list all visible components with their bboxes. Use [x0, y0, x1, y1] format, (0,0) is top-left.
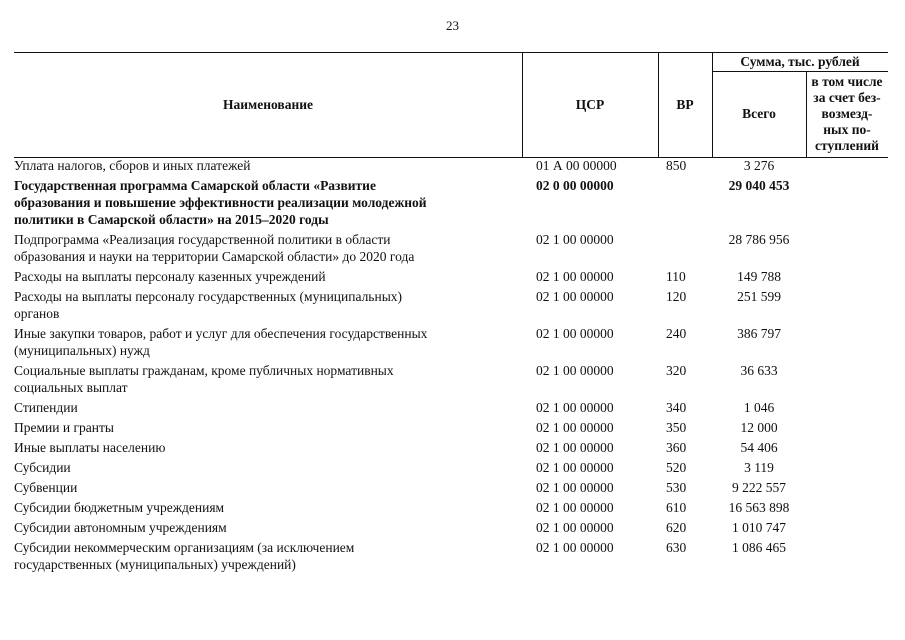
header-sum-free-line: ных по-: [823, 122, 871, 137]
row-name-line: Стипендии: [14, 400, 78, 415]
row-total: 1 046: [743, 400, 775, 415]
row-name-line: Иные выплаты населению: [14, 440, 166, 455]
table-row: [14, 439, 888, 459]
row-name-line: Субсидии некоммерческим организациям (за исключением: [14, 540, 355, 555]
row-name: [14, 479, 514, 496]
row-name-line: Расходы на выплаты персоналу казенных учреждений: [14, 269, 326, 284]
row-name: [14, 288, 514, 322]
row-vr: 120: [666, 289, 687, 304]
header-sum-free: [806, 71, 888, 157]
row-name-line: государственных (муниципальных) учреждений): [14, 557, 296, 572]
row-name-line: Субсидии: [14, 460, 71, 475]
table-row: [14, 479, 888, 499]
row-name-line: образования и науки на территории Самарской области» до 2020 года: [14, 249, 415, 264]
row-total: 16 563 898: [728, 500, 790, 515]
row-name: [14, 177, 514, 228]
row-total: 386 797: [737, 326, 781, 341]
header-sum-free-line: возмезд-: [821, 106, 873, 121]
header-sum-free-line: в том числе: [811, 74, 883, 89]
row-vr: 350: [666, 420, 687, 435]
row-csr: 02 1 00 00000: [536, 480, 614, 495]
row-name-line: Государственная программа Самарской области «Развитие: [14, 178, 376, 193]
row-csr: 02 1 00 00000: [536, 500, 614, 515]
header-name: Наименование: [14, 53, 523, 157]
table-row: [14, 519, 888, 539]
row-name-line: Премии и гранты: [14, 420, 114, 435]
row-total: 3 276: [743, 158, 775, 173]
row-total: 1 086 465: [732, 540, 786, 555]
row-csr: 02 1 00 00000: [536, 520, 614, 535]
page-number: 23: [446, 18, 459, 33]
row-vr: 620: [666, 520, 687, 535]
table-row: [14, 157, 888, 177]
row-total: 1 010 747: [732, 520, 786, 535]
row-csr: 02 1 00 00000: [536, 289, 614, 304]
row-vr: 630: [666, 540, 687, 555]
row-vr: 360: [666, 440, 687, 455]
row-name: [14, 459, 514, 476]
table-row: [14, 459, 888, 479]
row-name-line: Иные закупки товаров, работ и услуг для обеспечения государственных: [14, 326, 428, 341]
row-name: [14, 231, 514, 265]
table-row: [14, 325, 888, 362]
header-sum-title: Сумма, тыс. рублей: [712, 53, 888, 72]
row-vr: 320: [666, 363, 687, 378]
table-row: [14, 419, 888, 439]
row-total: 36 633: [740, 363, 778, 378]
table-row: [14, 231, 888, 268]
row-total: 54 406: [740, 440, 778, 455]
row-vr: 110: [666, 269, 686, 284]
row-csr: 02 1 00 00000: [536, 440, 614, 455]
row-vr: 850: [666, 158, 687, 173]
row-name: [14, 539, 514, 573]
row-total: 149 788: [737, 269, 781, 284]
row-total: 12 000: [740, 420, 778, 435]
row-name-line: Субсидии автономным учреждениям: [14, 520, 227, 535]
row-csr: 02 0 00 00000: [536, 178, 614, 193]
row-name: [14, 399, 514, 416]
header-csr: ЦСР: [522, 53, 659, 157]
row-csr: 02 1 00 00000: [536, 540, 614, 555]
row-name-line: политики в Самарской области» на 2015–2020 годы: [14, 212, 329, 227]
table-body: [14, 157, 888, 576]
row-name: [14, 157, 514, 174]
row-vr: 340: [666, 400, 687, 415]
table-row: [14, 499, 888, 519]
table-row: [14, 399, 888, 419]
row-csr: 02 1 00 00000: [536, 460, 614, 475]
table-row: [14, 177, 888, 231]
row-vr: 520: [666, 460, 687, 475]
row-name-line: (муниципальных) нужд: [14, 343, 150, 358]
row-csr: 02 1 00 00000: [536, 363, 614, 378]
row-csr: 02 1 00 00000: [536, 420, 614, 435]
row-vr: 530: [666, 480, 687, 495]
header-sum-free-line: ступлений: [815, 138, 879, 153]
row-name: [14, 519, 514, 536]
row-name: [14, 499, 514, 516]
row-total: 251 599: [737, 289, 781, 304]
table-row: [14, 288, 888, 325]
row-total: 3 119: [744, 460, 774, 475]
row-total: 29 040 453: [728, 178, 790, 193]
row-name-line: Подпрограмма «Реализация государственной политики в области: [14, 232, 391, 247]
row-name: [14, 268, 514, 285]
table-row: [14, 268, 888, 288]
row-name: [14, 439, 514, 456]
table-row: [14, 362, 888, 399]
row-name-line: социальных выплат: [14, 380, 128, 395]
row-csr: 02 1 00 00000: [536, 326, 614, 341]
row-vr: 240: [666, 326, 687, 341]
row-name: [14, 325, 514, 359]
row-name-line: Социальные выплаты гражданам, кроме публичных нормативных: [14, 363, 394, 378]
row-total: 9 222 557: [732, 480, 786, 495]
row-vr: 610: [666, 500, 687, 515]
row-csr: 02 1 00 00000: [536, 269, 614, 284]
table-header: [14, 52, 888, 158]
row-total: 28 786 956: [728, 232, 790, 247]
row-name-line: органов: [14, 306, 60, 321]
header-sum-group: [712, 53, 888, 157]
header-sum-total: Всего: [712, 71, 807, 157]
row-csr: 02 1 00 00000: [536, 232, 614, 247]
row-name-line: Субвенции: [14, 480, 78, 495]
row-name-line: Уплата налогов, сборов и иных платежей: [14, 158, 251, 173]
header-vr: ВР: [658, 53, 713, 157]
row-name-line: образования и повышение эффективности реализации молодежной: [14, 195, 427, 210]
row-name-line: Расходы на выплаты персоналу государственных (муниципальных): [14, 289, 403, 304]
row-name: [14, 362, 514, 396]
row-name: [14, 419, 514, 436]
row-csr: 02 1 00 00000: [536, 400, 614, 415]
row-csr: 01 А 00 00000: [536, 158, 617, 173]
table-row: [14, 539, 888, 576]
row-name-line: Субсидии бюджетным учреждениям: [14, 500, 225, 515]
header-sum-free-line: за счет без-: [813, 90, 881, 105]
